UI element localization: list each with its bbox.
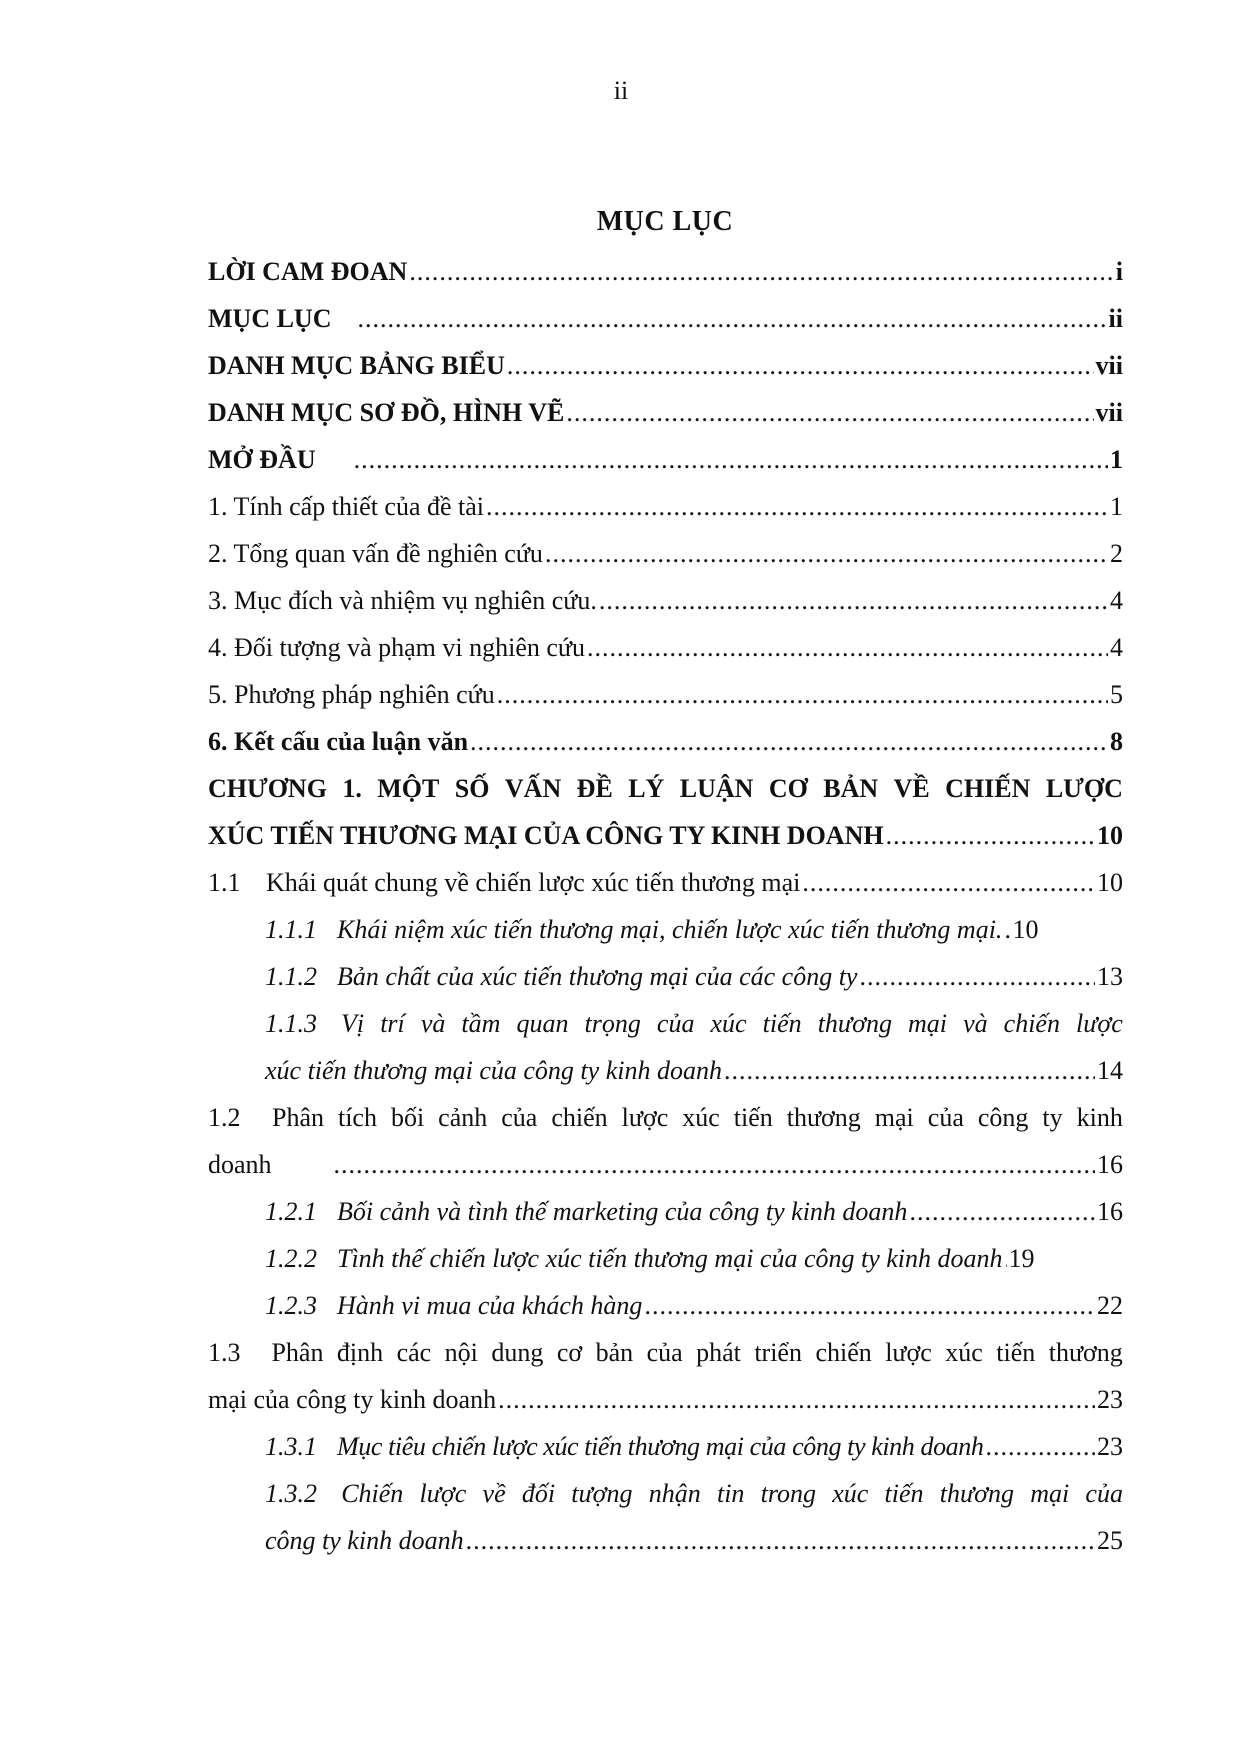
toc-entry-page: 23: [1097, 1385, 1123, 1414]
toc-entry-page: 10: [1012, 915, 1039, 944]
dot-leader: [587, 624, 1108, 671]
toc-entry-line1: 1.3.2 Chiến lược về đối tượng nhận tin trong xúc tiến thương mại của: [265, 1479, 1123, 1508]
table-of-contents: [208, 248, 1123, 1564]
toc-entry-page: 25: [1097, 1526, 1123, 1555]
toc-entry-text: mại của công ty kinh doanh: [208, 1385, 497, 1414]
toc-entry-danh-muc-so-do[interactable]: [208, 389, 1123, 436]
dot-leader: [497, 671, 1108, 718]
toc-entry-text: 1. Tính cấp thiết của đề tài: [208, 492, 485, 521]
toc-entry-1-1[interactable]: [208, 859, 1123, 906]
toc-entry-page: 4: [1110, 586, 1123, 615]
toc-entry-line1: 1.2 Phân tích bối cảnh của chiến lược xúc tiến thương mại của công ty kinh: [208, 1103, 1123, 1132]
toc-entry-number: 1.3.1: [265, 1432, 317, 1461]
toc-entry-number: 1.2.3: [265, 1291, 317, 1320]
toc-entry-4[interactable]: [208, 624, 1123, 671]
toc-title: MỤC LỤC: [596, 206, 734, 237]
toc-entry-page: 10: [1097, 868, 1123, 897]
toc-entry-text: MỞ ĐẦU: [208, 445, 316, 474]
toc-entry-text: 2. Tổng quan vấn đề nghiên cứu: [208, 539, 543, 568]
toc-entry-1-1-2[interactable]: [208, 953, 1123, 1000]
toc-entry-page: i: [1115, 257, 1123, 286]
toc-entry-text: Khái niệm xúc tiến thương mại, chiến lược xúc tiến thương mại.: [337, 915, 1003, 944]
toc-entry-page: 16: [1097, 1197, 1123, 1226]
dot-leader: [466, 1517, 1095, 1564]
toc-entry-page: 22: [1097, 1291, 1123, 1320]
toc-entry-6[interactable]: [208, 718, 1123, 765]
toc-entry-page: vii: [1095, 351, 1123, 380]
toc-entry-page: 14: [1097, 1056, 1123, 1085]
dot-leader: [644, 1282, 1095, 1329]
toc-entry-loi-cam-doan[interactable]: [208, 248, 1123, 295]
toc-entry-text: Bản chất của xúc tiến thương mại của các công ty: [337, 962, 858, 991]
toc-entry-2[interactable]: [208, 530, 1123, 577]
toc-entry-1-3-2[interactable]: [208, 1470, 1123, 1564]
toc-entry-text: XÚC TIẾN THƯƠNG MẠI CỦA CÔNG TY KINH DOANH: [208, 821, 884, 850]
toc-entry-line1: CHƯƠNG 1. MỘT SỐ VẤN ĐỀ LÝ LUẬN CƠ BẢN VỀ CHIẾN LƯỢC: [208, 774, 1123, 803]
toc-entry-text: Khái quát chung về chiến lược xúc tiến thương mại: [266, 868, 801, 897]
toc-entry-page: 1: [1110, 492, 1123, 521]
dot-leader: [886, 812, 1095, 859]
toc-entry-text: 5. Phương pháp nghiên cứu: [208, 680, 495, 709]
toc-entry-page: 10: [1097, 821, 1123, 850]
toc-entry-number: 1.1.2: [265, 962, 317, 991]
toc-entry-text: Bối cảnh và tình thế marketing của công ty kinh doanh: [337, 1197, 908, 1226]
dot-leader: [909, 1188, 1095, 1235]
toc-entry-text: doanh: [208, 1150, 272, 1179]
toc-entry-mo-dau[interactable]: [208, 436, 1123, 483]
toc-entry-line1: 1.3 Phân định các nội dung cơ bản của phát triển chiến lược xúc tiến thương: [208, 1338, 1123, 1367]
toc-entry-muc-luc[interactable]: [208, 295, 1123, 342]
toc-entry-1-2-2[interactable]: [208, 1235, 1123, 1282]
toc-entry-page: 5: [1110, 680, 1123, 709]
dot-leader: [334, 1141, 1095, 1188]
toc-entry-number: 1.1: [208, 868, 241, 897]
toc-entry-1-3-1[interactable]: [208, 1423, 1123, 1470]
dot-leader: [599, 577, 1108, 624]
toc-entry-page: 4: [1110, 633, 1123, 662]
toc-entry-text: 4. Đối tượng và phạm vi nghiên cứu: [208, 633, 585, 662]
toc-entry-text: Hành vi mua của khách hàng: [337, 1291, 643, 1320]
toc-entry-1-2-3[interactable]: [208, 1282, 1123, 1329]
dot-leader: [354, 436, 1108, 483]
toc-entry-1-2[interactable]: [208, 1094, 1123, 1188]
dot-leader: [486, 483, 1108, 530]
dot-leader: [498, 1376, 1095, 1423]
dot-leader: [409, 248, 1113, 295]
dot-leader: [859, 953, 1095, 1000]
toc-entry-line2: [208, 1376, 1123, 1423]
toc-entry-1-3[interactable]: [208, 1329, 1123, 1423]
dot-leader: [566, 389, 1093, 436]
toc-entry-page: 2: [1110, 539, 1123, 568]
toc-entry-page: 19: [1008, 1244, 1035, 1273]
toc-entry-5[interactable]: [208, 671, 1123, 718]
toc-entry-text: DANH MỤC SƠ ĐỒ, HÌNH VẼ: [208, 398, 565, 427]
toc-entry-line2: [208, 1141, 1123, 1188]
toc-entry-line2: [208, 1517, 1123, 1564]
toc-entry-danh-muc-bang-bieu[interactable]: [208, 342, 1123, 389]
toc-entry-text: công ty kinh doanh: [265, 1526, 464, 1555]
toc-entry-text: Tình thế chiến lược xúc tiến thương mại của công ty kinh doanh: [337, 1244, 1003, 1273]
toc-entry-text: DANH MỤC BẢNG BIỂU: [208, 351, 505, 380]
toc-entry-number: 1.2.1: [265, 1197, 317, 1226]
dot-leader: [470, 718, 1108, 765]
toc-entry-1[interactable]: [208, 483, 1123, 530]
toc-entry-number: 1.1.1: [265, 915, 317, 944]
toc-entry-line2: [208, 1047, 1123, 1094]
toc-entry-page: 8: [1110, 727, 1123, 756]
dot-leader: [802, 859, 1095, 906]
toc-entry-1-2-1[interactable]: [208, 1188, 1123, 1235]
toc-entry-page: 23: [1097, 1432, 1123, 1461]
toc-entry-page: 16: [1097, 1150, 1123, 1179]
page-number: ii: [613, 76, 629, 105]
toc-entry-text: 3. Mục đích và nhiệm vụ nghiên cứu.: [208, 586, 597, 615]
toc-entry-text: MỤC LỤC: [208, 304, 332, 333]
toc-entry-page: 1: [1110, 445, 1123, 474]
toc-entry-3[interactable]: [208, 577, 1123, 624]
toc-entry-page: vii: [1095, 398, 1123, 427]
dot-leader: [507, 342, 1094, 389]
toc-entry-1-1-3[interactable]: [208, 1000, 1123, 1094]
toc-entry-number: 1.2.2: [265, 1244, 317, 1273]
toc-entry-line2: [208, 812, 1123, 859]
dot-leader: [985, 1423, 1095, 1470]
toc-entry-text: Mục tiêu chiến lược xúc tiến thương mại của công ty kinh doanh: [337, 1432, 984, 1461]
dot-leader: [545, 530, 1108, 577]
toc-entry-1-1-1[interactable]: [208, 906, 1123, 953]
toc-entry-text: LỜI CAM ĐOAN: [208, 257, 408, 286]
toc-entry-text: 6. Kết cấu của luận văn: [208, 727, 469, 756]
toc-entry-page: 13: [1097, 962, 1123, 991]
toc-entry-page: ii: [1108, 304, 1123, 333]
dot-leader: [724, 1047, 1095, 1094]
toc-entry-chuong-1[interactable]: [208, 765, 1123, 859]
toc-entry-line1: 1.1.3 Vị trí và tầm quan trọng của xúc tiến thương mại và chiến lược: [265, 1009, 1123, 1038]
dot-leader: [358, 295, 1107, 342]
toc-entry-text: xúc tiến thương mại của công ty kinh doanh: [265, 1056, 722, 1085]
